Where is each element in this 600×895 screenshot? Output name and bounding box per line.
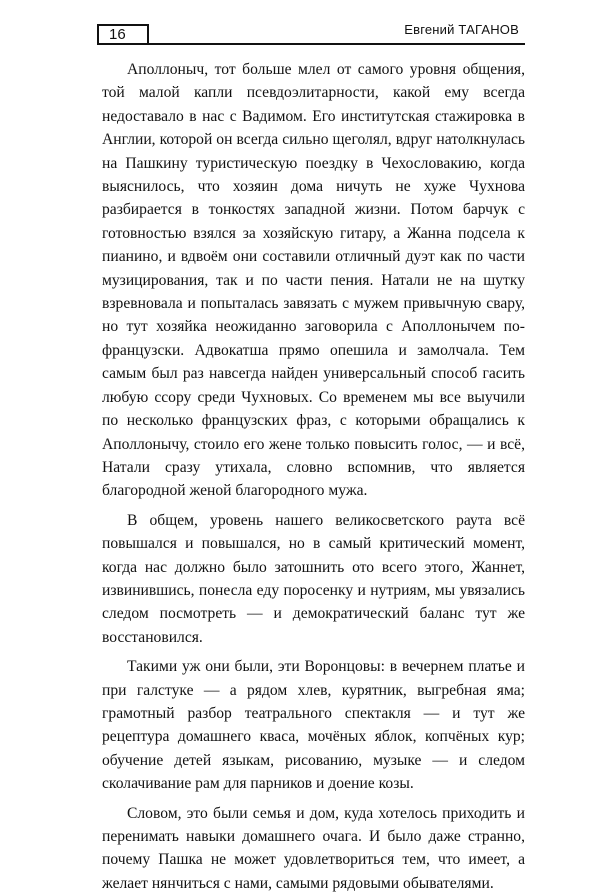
paragraph-4: Словом, это были семья и дом, куда хотелось приходить и перенимать навыки домашнего очага. И было даже странно, почему Пашка не может удовлетвориться тем, что имеет, а желает нянчиться с нами, самыми рядовыми обывателями.	[102, 804, 525, 892]
paragraph-1: Аполлоныч, тот больше млел от самого уровня общения, той малой капли псевдоэлитарности, какой ему всегда недоставало в нас с Вадимом. Его институтская стажировка в Англии, которой он всегда сильно щеголял, вдруг натолкнулась на Пашкину туристическую поездку в Чехословакию, когда выяснилось, что хозяин дома ничуть не хуже Чухнова разбирается в тонкостях западной жизни. Потом барчук с готовностью взялся за хозяйскую гитару, а Жанна подсела к пианино, и вдвоём они составили отличный дуэт как по части музицирования, так и по части пения. Натали не на шутку взревновала и попыталась завязать с мужем привычную свару, но тут хозяйка неожиданно заговорила с Аполлонычем по-французски. Адвокатша прямо опешила и замолчала. Тем самым был раз навсегда найден универсальный способ гасить любую ссору среди Чухновых. Со временем мы все выучили по несколько французских фраз, с которыми обращались к Аполлонычу, стоило его жене только повысить голос, — и всё, Натали сразу утихала, словно вспомнив, что является благородной женой благородного мужа.	[102, 61, 525, 500]
paragraph-3: Такими уж они были, эти Воронцовы: в вечернем платье и при галстуке — а рядом хлев, курятник, выгребная яма; грамотный разбор театрального спектакля — и тут же рецептура домашнего кваса, мочёных яблок, копчёных кур; обучение детей языкам, рисованию, музыке — и следом сколачивание рам для парников и доение козы.	[102, 658, 525, 793]
paragraph-2: В общем, уровень нашего великосветского раута всё повышался и повышался, но в самый критический момент, когда нас должно было затошнить ото всего этого, Жаннет, извинившись, понесла еду поросенку и нутриям, мы увязались следом посмотреть — и демократический баланс тут же восстановился.	[102, 511, 525, 646]
running-head-author: Евгений ТАГАНОВ	[404, 22, 519, 37]
running-header	[97, 22, 525, 48]
page-number: 16	[97, 24, 149, 45]
header-rule	[147, 43, 525, 45]
body-text	[102, 58, 525, 895]
